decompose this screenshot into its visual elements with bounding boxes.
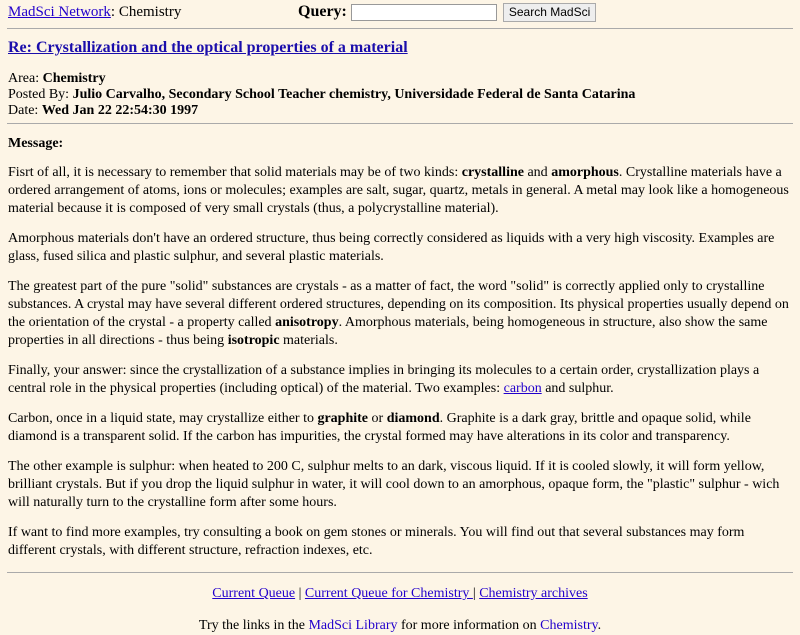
text: materials. [279, 333, 338, 348]
madsci-library-link[interactable]: MadSci Library [308, 618, 398, 633]
text: and [523, 165, 552, 180]
current-queue-link[interactable]: Current Queue [212, 586, 296, 601]
message-paragraph [8, 410, 792, 446]
text: The greatest part of the pure "solid" substances are crystals - as a matter of fact, the word "solid" is correctly applied only to crystalline substances. A crystal may have several different ordered structures, depending on its composition. Its physical properties usually depend on the orientation of the crystal - a property called [8, 279, 789, 330]
separator: | [472, 586, 480, 601]
area-value: Chemistry [42, 71, 106, 86]
text: and sulphur. [541, 381, 614, 396]
footer-text: . [597, 618, 602, 633]
page-title [8, 39, 792, 57]
text: or [368, 411, 387, 426]
chemistry-archives-link[interactable]: Chemistry archives [479, 586, 588, 601]
message-paragraph [8, 362, 792, 398]
message-paragraph [8, 230, 792, 266]
text: If want to find more examples, try consulting a book on gem stones or minerals. You will find out that several substances may form different crystals, with different structure, refraction indexes, etc. [8, 525, 745, 558]
area-label: Area: [8, 71, 43, 86]
bold-term: graphite [317, 411, 369, 426]
separator: | [295, 586, 305, 601]
bold-term: isotropic [227, 333, 280, 348]
text: Fisrt of all, it is necessary to remember that solid materials may be of two kinds: [8, 165, 462, 180]
posted-label: Posted By: [8, 87, 73, 102]
text: . Amorphous materials, being homogeneous in structure, also show the same properties in all directions - thus being [8, 315, 768, 348]
divider [7, 572, 793, 573]
carbon-link[interactable]: carbon [503, 381, 542, 396]
message-paragraph [8, 524, 792, 560]
text: . Crystalline materials have a ordered arrangement of atoms, ions or molecules; examples are salt, sugar, quartz, metals in general. A metal may look like a homogeneous material because it is composed of very small crystals (thus, a polycrystalline material). [8, 165, 789, 216]
search-button[interactable]: Search MadSci [503, 3, 596, 22]
footer [0, 585, 800, 635]
bold-term: crystalline [461, 165, 524, 180]
date-label: Date: [8, 103, 42, 118]
chemistry-link[interactable]: Chemistry [540, 618, 598, 633]
chemistry-queue-link[interactable]: Current Queue for Chemistry [304, 586, 473, 601]
text: Finally, your answer: since the crystallization of a substance implies in bringing its molecules to a certain order, crystallization plays a central role in the physical properties (including optical) of the material. Two examples: [8, 363, 760, 396]
message-body [0, 164, 800, 560]
divider [7, 123, 793, 124]
section-name: : Chemistry [110, 3, 182, 20]
text: The other example is sulphur: when heated to 200 C, sulphur melts to an dark, viscous liquid. If it is cooled slowly, it will form yellow, brilliant crystals. But if you drop the liquid sulphur in water, it will cool down to an amorphous, opaque form, the "plastic" sulphur - wich will naturally turn to the crystalline form after some hours. [8, 459, 780, 510]
bold-term: amorphous [551, 165, 619, 180]
posted-value: Julio Carvalho, Secondary School Teacher chemistry, Universidade Federal de Santa Catarina [72, 87, 636, 102]
message-paragraph [8, 164, 792, 218]
query-label: Query: [298, 3, 347, 20]
query-input[interactable] [351, 4, 497, 21]
footer-text: Try the links in the [198, 618, 309, 633]
message-label: Message: [8, 136, 64, 151]
footer-text: for more information on [397, 618, 541, 633]
title-link[interactable]: Re: Crystallization and the optical properties of a material [8, 39, 408, 56]
post-meta [8, 71, 792, 119]
search-form [298, 3, 596, 22]
message-paragraph [8, 278, 792, 350]
madsci-network-link[interactable]: MadSci Network [8, 3, 111, 20]
date-value: Wed Jan 22 22:54:30 1997 [41, 103, 199, 118]
site-breadcrumb [8, 4, 298, 21]
bold-term: diamond [386, 411, 440, 426]
message-paragraph [8, 458, 792, 512]
text: Amorphous materials don't have an ordered structure, thus being correctly considered as liquids with a very high viscosity. Examples are glass, fused silica and plastic sulphur, and several plastic materials. [8, 231, 775, 264]
header-bar [0, 0, 800, 24]
bold-term: anisotropy [275, 315, 339, 330]
text: Carbon, once in a liquid state, may crystallize either to [8, 411, 318, 426]
divider [7, 28, 793, 29]
text: . Graphite is a dark gray, brittle and opaque solid, while diamond is a transparent solid. If the carbon has impurities, the crystal formed may have alterations in its color and transparency. [8, 411, 751, 444]
